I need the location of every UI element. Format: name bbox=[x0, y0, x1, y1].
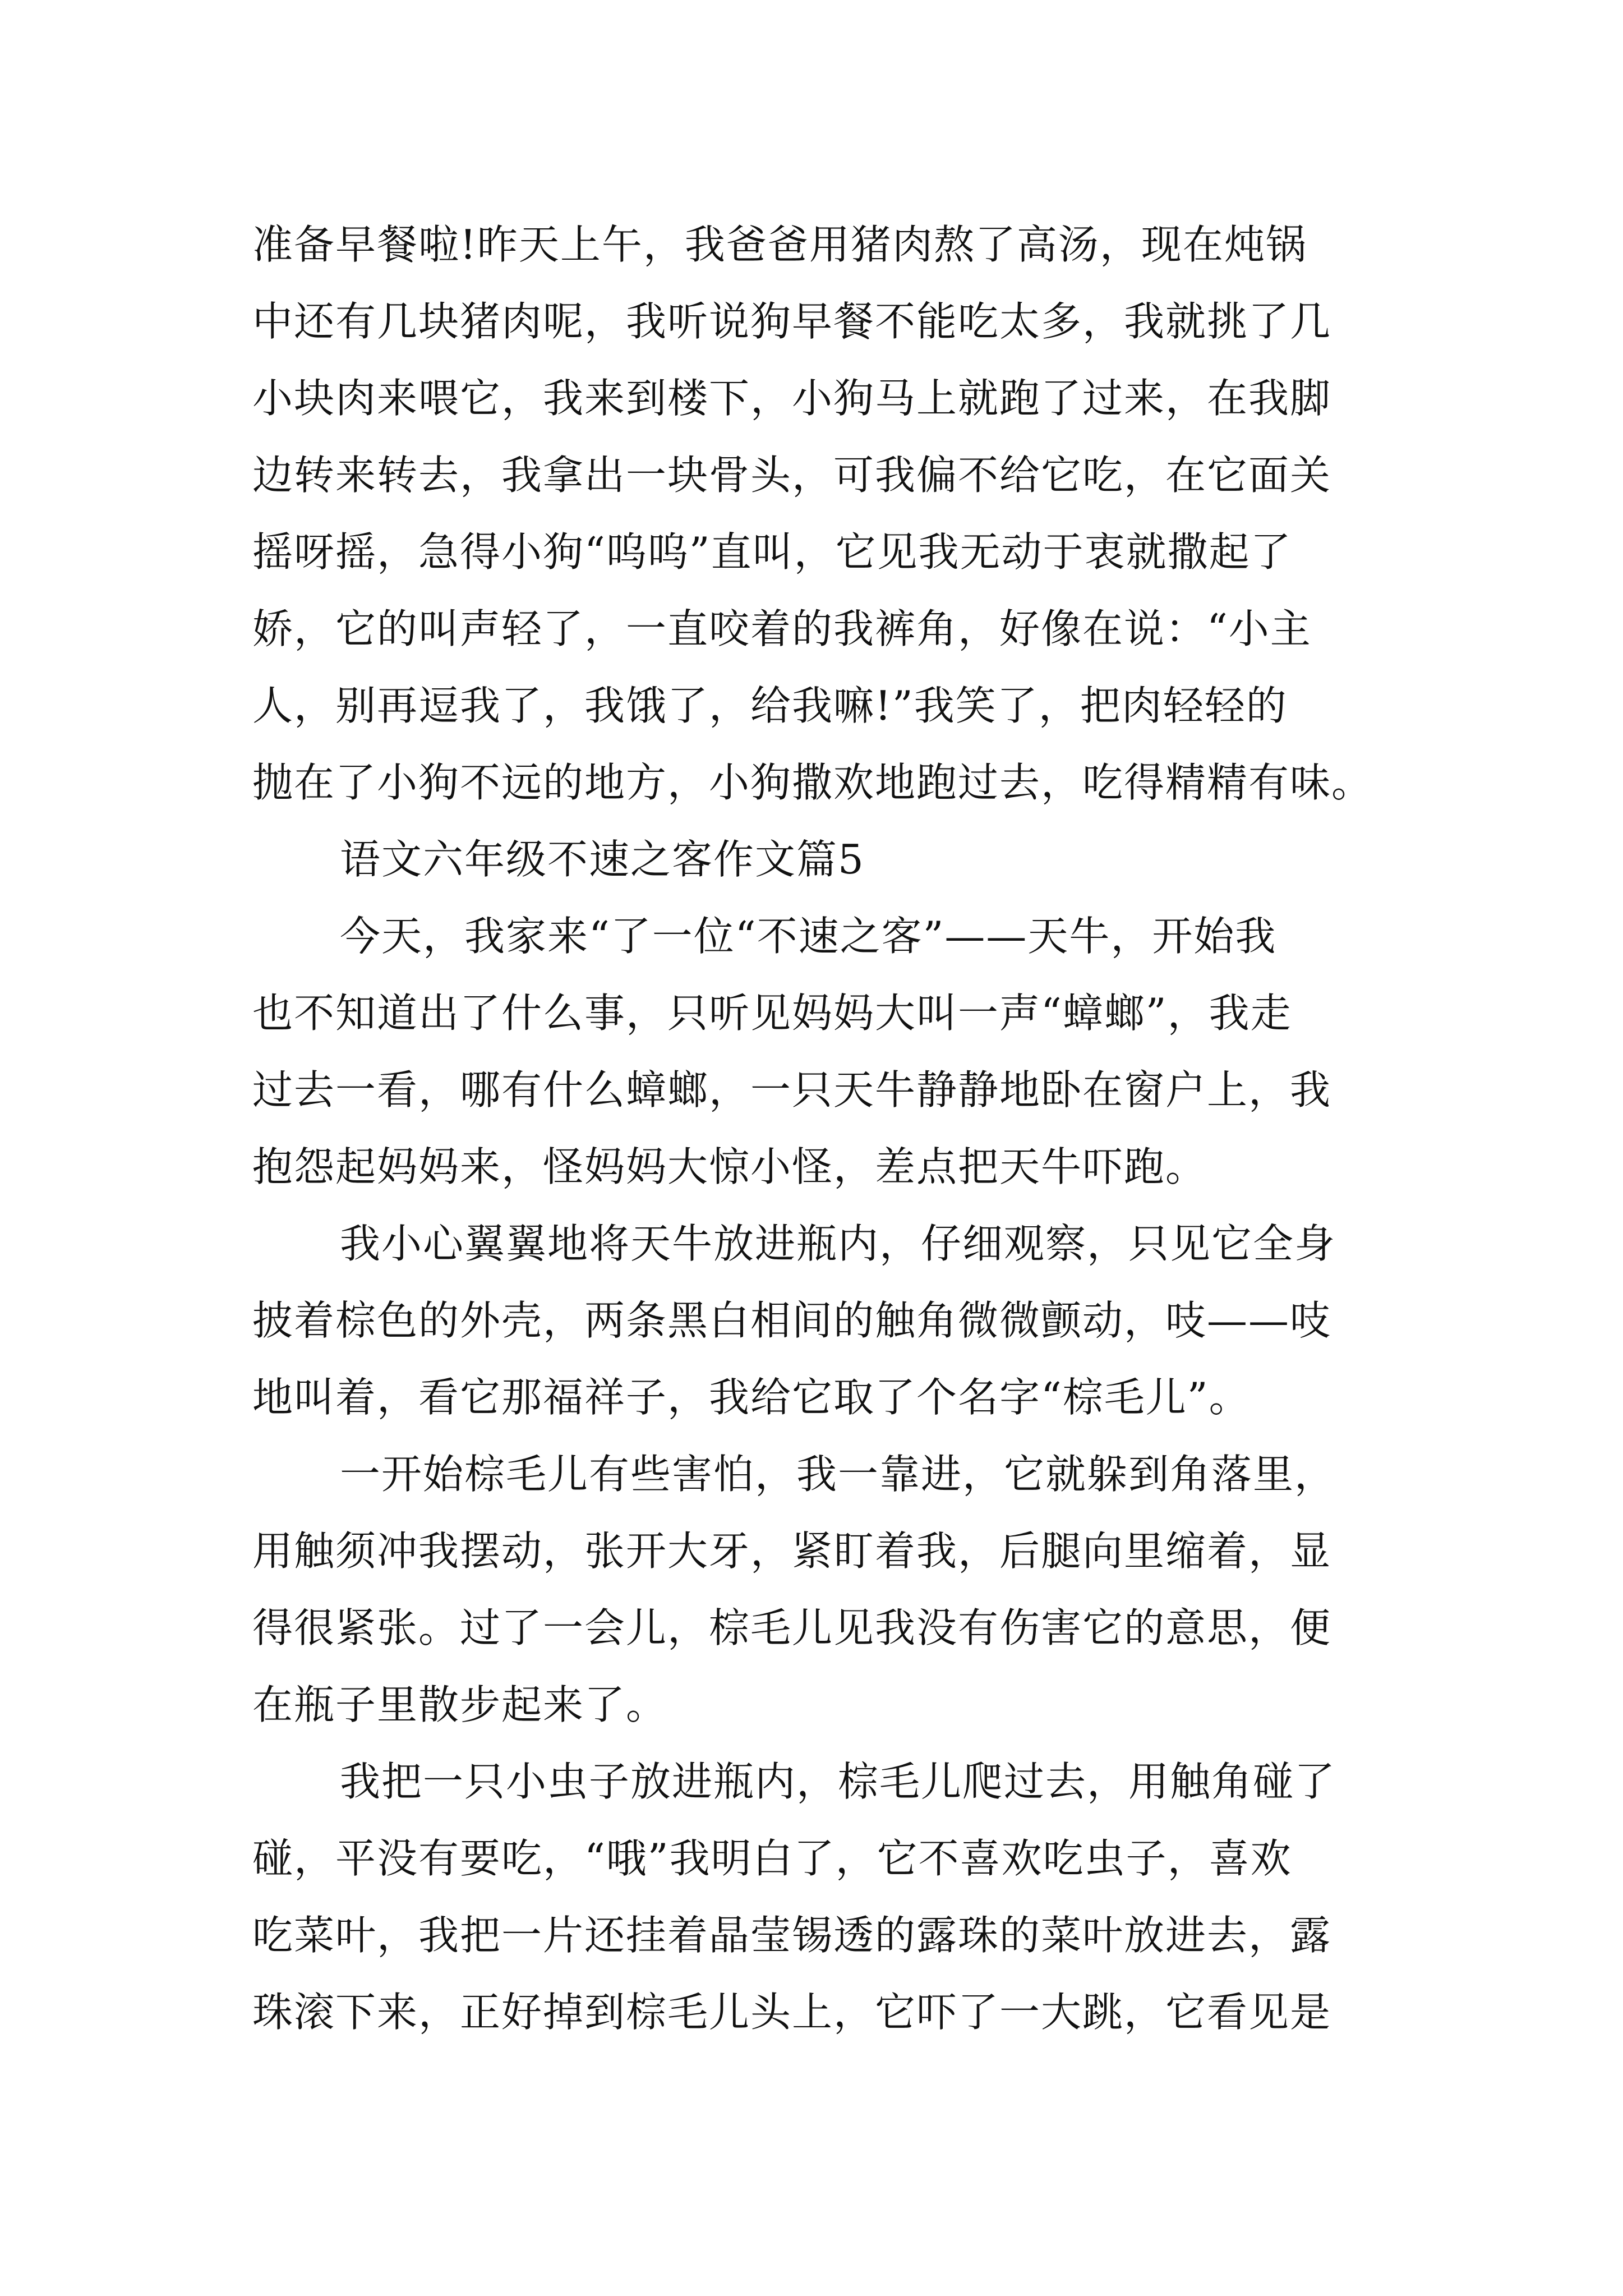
text-line: 准备早餐啦!昨天上午，我爸爸用猪肉熬了高汤，现在炖锅 bbox=[252, 221, 1307, 268]
text-line: 地叫着，看它那福祥子，我给它取了个名字“棕毛儿”。 bbox=[252, 1374, 1251, 1421]
paragraph-3 bbox=[252, 1205, 1380, 1436]
text-line: 一开始棕毛儿有些害怕，我一靠进，它就躲到角落里， bbox=[340, 1451, 1336, 1498]
heading-text: 语文六年级不速之客作文篇5 bbox=[340, 836, 865, 883]
section-heading bbox=[252, 821, 1380, 898]
paragraph-2 bbox=[252, 898, 1380, 1205]
text-line: 吃菜叶，我把一片还挂着晶莹锡透的露珠的菜叶放进去，露 bbox=[252, 1912, 1332, 1959]
text-line: 珠滚下来，正好掉到棕毛儿头上，它吓了一大跳，它看见是 bbox=[252, 1989, 1332, 2036]
text-line: 中还有几块猪肉呢，我听说狗早餐不能吃太多，我就挑了几 bbox=[252, 298, 1332, 345]
text-line: 今天，我家来“了一位“不速之客”——天牛，开始我 bbox=[340, 913, 1277, 960]
text-line: 在瓶子里散步起来了。 bbox=[252, 1681, 668, 1728]
text-line: 摇呀摇，急得小狗“呜呜”直叫，它见我无动于衷就撒起了 bbox=[252, 528, 1292, 576]
text-line: 得很紧张。过了一会儿，棕毛儿见我没有伤害它的意思，便 bbox=[252, 1604, 1332, 1651]
text-line: 用触须冲我摆动，张开大牙，紧盯着我，后腿向里缩着，显 bbox=[252, 1527, 1332, 1575]
text-line: 抛在了小狗不远的地方，小狗撒欢地跑过去，吃得精精有味。 bbox=[252, 759, 1373, 806]
paragraph-4 bbox=[252, 1436, 1380, 1743]
text-line: 娇，它的叫声轻了，一直咬着的我裤角，好像在说：“小主 bbox=[252, 605, 1312, 652]
text-line: 边转来转去，我拿出一块骨头，可我偏不给它吃，在它面关 bbox=[252, 452, 1332, 499]
paragraph-1 bbox=[252, 206, 1380, 821]
text-line: 人，别再逗我了，我饿了，给我嘛!”我笑了，把肉轻轻的 bbox=[252, 682, 1288, 729]
text-line: 小块肉来喂它，我来到楼下，小狗马上就跑了过来，在我脚 bbox=[252, 375, 1332, 422]
text-line: 我把一只小虫子放进瓶内，棕毛儿爬过去，用触角碰了 bbox=[340, 1758, 1336, 1805]
text-line: 我小心翼翼地将天牛放进瓶内，仔细观察，只见它全身 bbox=[340, 1220, 1336, 1267]
text-line: 碰，平没有要吃，“哦”我明白了，它不喜欢吃虫子，喜欢 bbox=[252, 1835, 1292, 1882]
text-line: 过去一看，哪有什么蟑螂，一只天牛静静地卧在窗户上，我 bbox=[252, 1066, 1332, 1114]
paragraph-5 bbox=[252, 1743, 1380, 2051]
text-line: 也不知道出了什么事，只听见妈妈大叫一声“蟑螂”，我走 bbox=[252, 990, 1292, 1037]
text-line: 抱怨起妈妈来，怪妈妈大惊小怪，差点把天牛吓跑。 bbox=[252, 1143, 1207, 1190]
essay-body bbox=[252, 206, 1380, 2051]
text-line: 披着棕色的外壳，两条黑白相间的触角微微颤动，吱——吱 bbox=[252, 1297, 1332, 1344]
